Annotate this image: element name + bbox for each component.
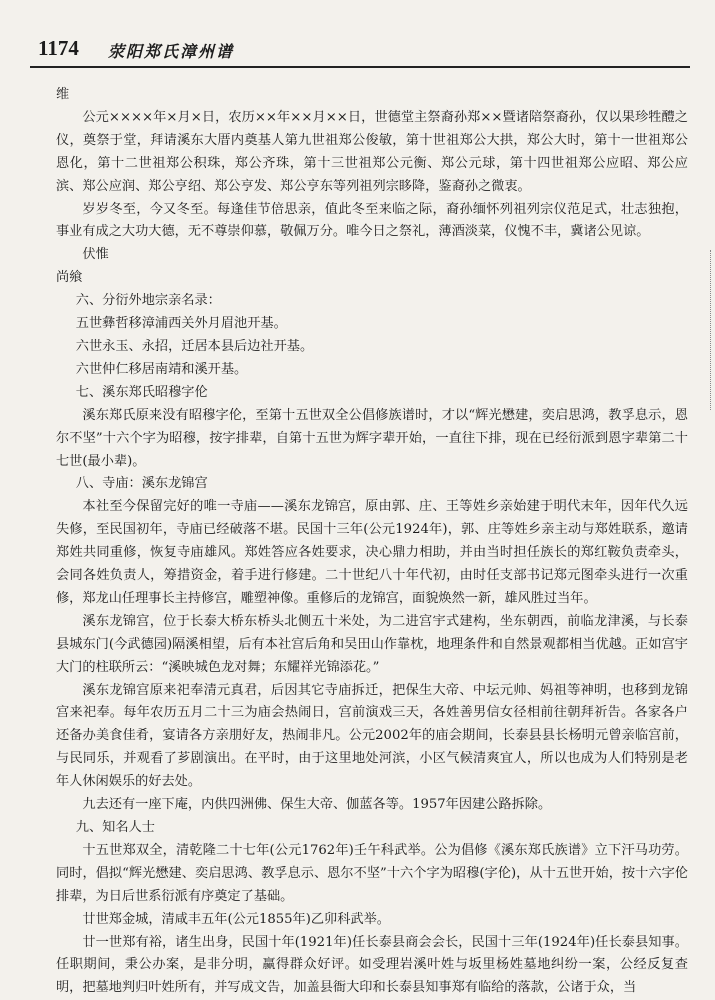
paragraph: 本社至今保留完好的唯一寺庙——溪东龙锦宫，原由郭、庄、王等姓乡亲始建于明代末年，因年代久远失修，至民国初年，寺庙已经破落不堪。民国十三年(公元1924年)，郭、庄等姓乡亲主动与郑姓联系，邀请郑姓共同重修，恢复寺庙雄风。郑姓答应各姓要求，决心鼎力相助，并由当时担任族长的郑红鞍负责牵头，会同各姓负责人，筹措资金，着手进行修建。二十世纪八十年代初，由时任支部书记郑元图牵头进行一次重修，郑龙山任理事长主持修宫，雕塑神像。重修后的龙锦宫，面貌焕然一新，雄风胜过当年。 [56, 499, 688, 606]
paragraph: 廿世郑金城，清咸丰五年(公元1855年)乙卯科武举。 [82, 911, 390, 927]
paragraph: 溪东龙锦宫，位于长泰大桥东桥头北侧五十米处，为二进宫宇式建构，坐东朝西，前临龙津溪，与长泰县城东门(今武德园)隔溪相望，后有本社宫后角和吴田山作靠枕，地理条件和自然景观都相当优越。正如宫宇大门的柱联所云：“溪映城色龙对舞；东耀祥光锦添花。” [56, 613, 688, 675]
paragraph: 溪东郑氏原来没有昭穆字伦，至第十五世双全公倡修族谱时，才以“辉光懋建，奕启思鸿，教孚息示，恩尔不坚”十六个字为昭穆，按字排辈，自第十五世为辉字辈开始，一直往下排，现在已经衍派到恩字辈第二十七世(最小辈)。 [56, 407, 688, 469]
section-heading: 六、分衍外地宗亲名录： [75, 293, 221, 309]
section-heading: 八、寺庙：溪东龙锦宫 [75, 476, 208, 492]
page-number: 1174 [38, 36, 79, 60]
paragraph: 廿一世郑有裕，诸生出身，民国十年(1921年)任长泰县商会会长，民国十三年(1924年)任长泰县知事。任职期间，秉公办案，是非分明，赢得群众好评。如受理岩溪叶姓与坂里杨姓墓地纠纷一案，公经反复查明，把墓地判归叶姓所有，并写成文告，加盖县衙大印和长泰县知事郑有临给的落款，公诸于众，当 [56, 934, 688, 996]
paragraph: 十五世郑双全，清乾隆二十七年(公元1762年)壬午科武举。公为倡修《溪东郑氏族谱》立下汗马功劳。同时，倡拟“辉光懋建、奕启思鸿、教孚息示、恩尔不坚”十六个字为昭穆(字伦)，从十五世开始，按十六字伦排辈，为日后世系衍派有序奠定了基础。 [56, 842, 688, 904]
paragraph: 溪东龙锦宫原来祀奉清元真君，后因其它寺庙拆迁，把保生大帝、中坛元帅、妈祖等神明，也移到龙锦宫来祀奉。每年农历五月二十三为庙会热闹日，宫前演戏三天，各姓善男信女径相前往朝拜祈告。各家各户还备办美食佳肴，宴请各方亲朋好友，热闹非凡。公元2002年的庙会期间，长泰县县长杨明元曾亲临宫前，与民同乐，并观看了芗剧演出。在平时，由于这里地处河滨，小区气候清爽宜人，所以也成为人们特别是老年人休闲娱乐的好去处。 [56, 682, 688, 790]
section-heading: 七、溪东郑氏昭穆字伦 [75, 384, 208, 400]
scan-margin-mark [704, 250, 711, 410]
paragraph: 伏惟 [82, 247, 109, 263]
list-item: 六世永玉、永招，迁居本县后边社开基。 [75, 338, 314, 354]
body-text [56, 84, 688, 1000]
paragraph: 公元××××年×月×日，农历××年××月××日，世德堂主祭裔孙郑××暨诸陪祭裔孙，仅以果珍牲醴之仪，奠祭于堂，拜请溪东大厝内奠基人第九世祖郑公俊敏，第十世祖郑公大拱，郑公大时，第十一世祖郑公恩化，第十二世祖郑公积珠，郑公齐珠，第十三世祖郑公元衡、郑公元球，第十四世祖郑公应昭、郑公应滨、郑公应润、郑公亨绍、郑公亨发、郑公亨东等列祖列宗眵降，鉴裔孙之微衷。 [56, 109, 688, 194]
list-item: 六世仲仁移居南靖和溪开基。 [75, 361, 248, 377]
section-heading: 九、知名人士 [75, 820, 155, 835]
paragraph: 九去还有一座下庵，内供四洲佛、保生大帝、伽蓝各等。1957年因建公路拆除。 [82, 797, 552, 813]
paragraph: 尚飨 [56, 270, 83, 286]
paragraph: 岁岁冬至，今又冬至。每逢佳节倍思亲，值此冬至来临之际，裔孙缅怀列祖列宗仪范足式，壮志独抱，事业有成之大功大德，无不尊崇仰慕，敬佩万分。唯今日之祭礼，薄酒淡菜，仪愧不丰，冀诸公见谅。 [56, 201, 688, 240]
book-title: 荥阳郑氏漳州谱 [108, 42, 235, 61]
list-item: 五世彝哲移漳浦西关外月眉池开基。 [75, 316, 287, 332]
page-header [30, 30, 690, 68]
paragraph: 维 [56, 87, 70, 102]
